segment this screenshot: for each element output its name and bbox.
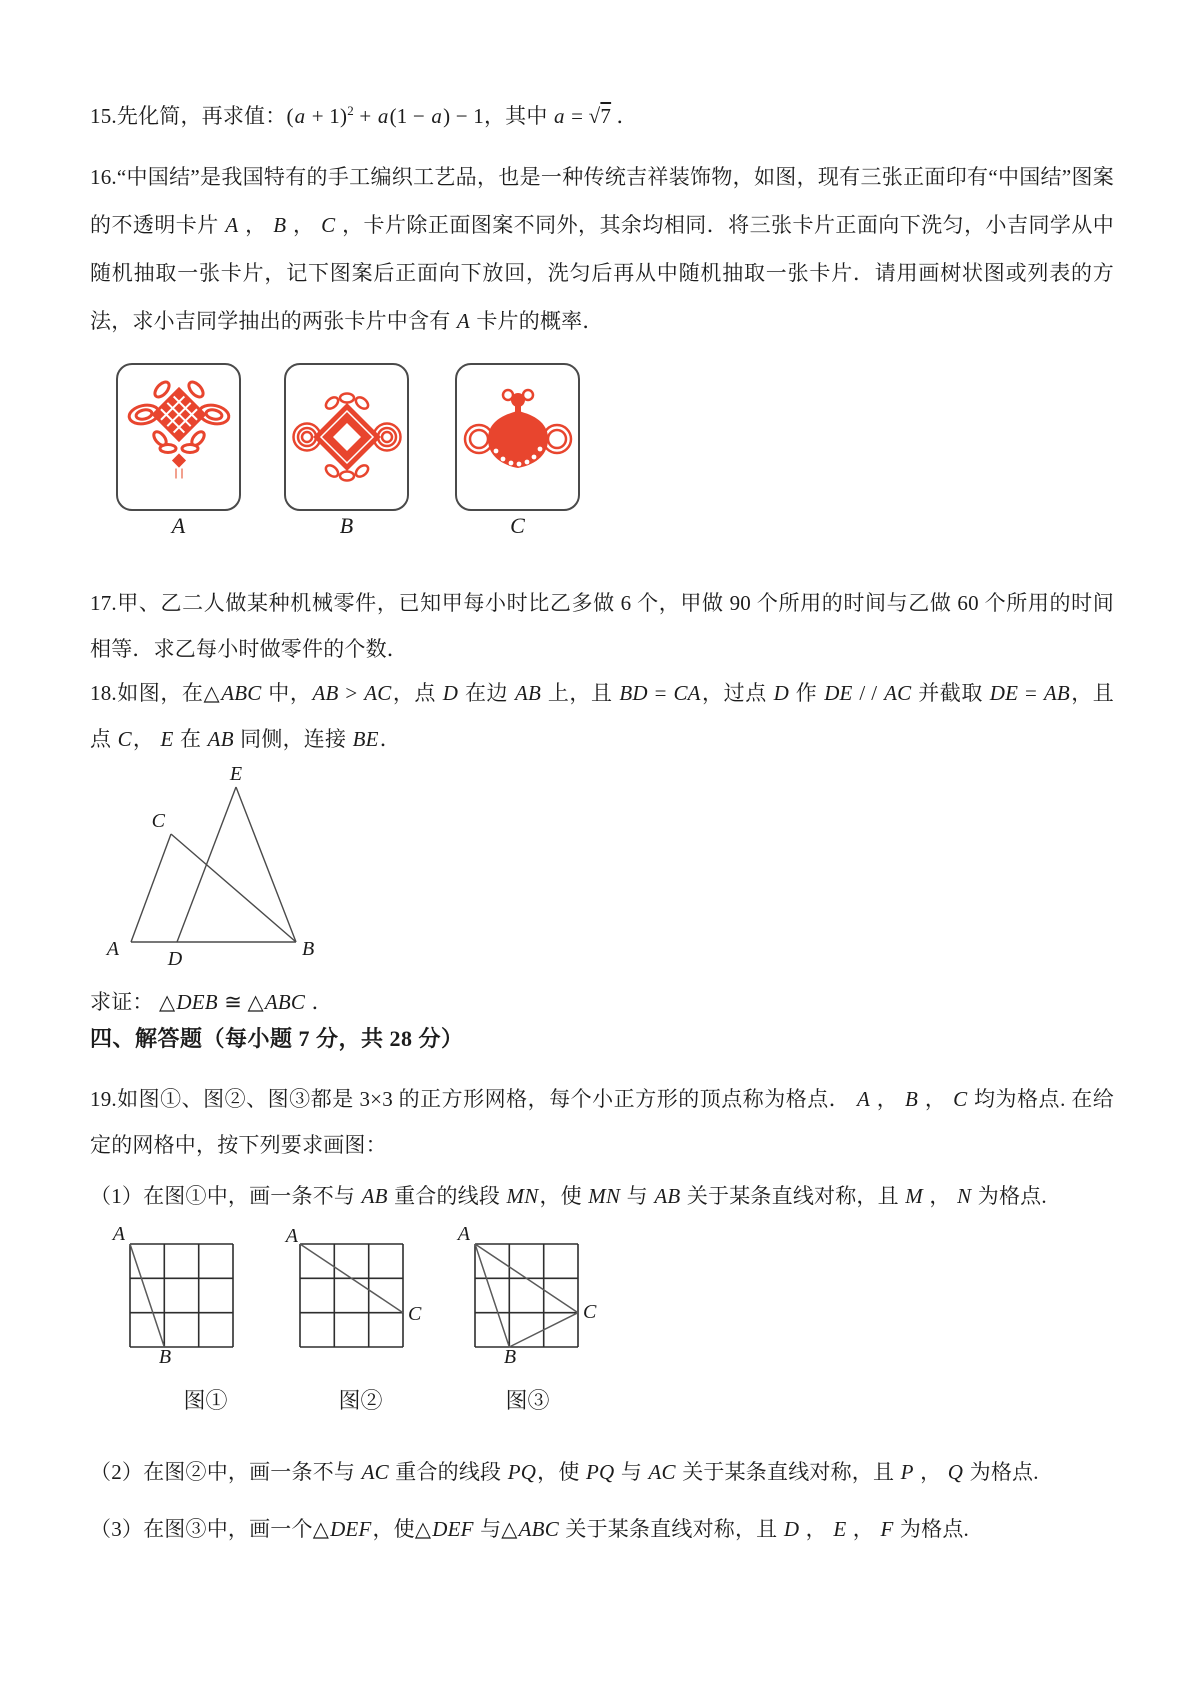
- point-a-label: A: [106, 938, 119, 960]
- grid-figure-2: [265, 1222, 425, 1372]
- section-4-header: 四、解答题（每小题 7 分，共 28 分）: [90, 1026, 464, 1051]
- card-a-label: A: [171, 513, 186, 538]
- chinese-knot-a-icon: [124, 373, 234, 501]
- grid3-point-a-label: A: [457, 1223, 470, 1245]
- point-d-label: D: [167, 948, 183, 967]
- grid3-point-b-label: B: [503, 1346, 517, 1368]
- grid3-caption: 图③: [505, 1388, 550, 1413]
- chinese-knot-c-icon: [463, 385, 573, 490]
- chinese-knot-b-icon: [292, 387, 402, 487]
- problem-18-text: 18.如图，在△ABC 中，AB > AC，点 D 在边 AB 上，且 BD = CA，过点 D 作 DE / / AC 并截取 DE = AB，且点 C， E 在 AB 同侧，连接 BE．: [90, 681, 1115, 751]
- problem-19-q2: （2）在图②中，画一条不与 AC 重合的线段 PQ，使 PQ 与 AC 关于某条直线对称，且 P ， Q 为格点.: [90, 1460, 1039, 1484]
- grid-figure-1: [95, 1222, 255, 1372]
- problem-19-q1: （1）在图①中，画一条不与 AB 重合的线段 MN，使 MN 与 AB 关于某条直线对称，且 M ， N 为格点.: [90, 1184, 1047, 1208]
- card-c-label: C: [510, 513, 525, 538]
- grid1-point-a-label: A: [112, 1223, 125, 1245]
- problem-16-text: 16.“中国结”是我国特有的手工编织工艺品，也是一种传统吉祥装饰物，如图，现有三张正面印有“中国结”图案的不透明卡片 A ， B ， C ，卡片除正面图案不同外，其余均相同．将三张卡片正面向下洗匀，小吉同学从中随机抽取一张卡片，记下图案后正面向下放回，洗匀后再从中随机抽取一张卡片．请用画树状图或列表的方法，求小吉同学抽出的两张卡片中含有 A 卡片的概率．: [90, 165, 1114, 333]
- point-e-label: E: [229, 763, 243, 785]
- problem-17-text: 17.甲、乙二人做某种机械零件，已知甲每小时比乙多做 6 个，甲做 90 个所用的时间与乙做 60 个所用的时间相等．求乙每小时做零件的个数．: [90, 591, 1114, 661]
- point-b-label: B: [302, 938, 315, 960]
- problem-18-proof: 求证： △DEB ≅ △ABC ．: [90, 990, 333, 1014]
- triangle-figure-18: [95, 752, 325, 967]
- card-a: [116, 363, 241, 511]
- grid2-point-a-label: A: [285, 1225, 298, 1247]
- grid1-point-b-label: B: [158, 1346, 172, 1368]
- problem-15-text: 15.先化简，再求值：$(a + 1)^2 + a(1 - a) - 1$，其中 a = √7 ．: [90, 103, 638, 128]
- grid2-point-c-label: C: [408, 1303, 422, 1325]
- grid-figure-3: [440, 1222, 605, 1372]
- problem-19-text: 19.如图①、图②、图③都是 3×3 的正方形网格，每个小正方形的顶点称为格点． A ， B ， C 均为格点. 在给定的网格中，按下列要求画图：: [90, 1087, 1114, 1157]
- card-c: [455, 363, 580, 511]
- problem-19-q3: （3）在图③中，画一个△DEF，使△DEF 与△ABC 关于某条直线对称，且 D ， E ， F 为格点.: [90, 1517, 969, 1541]
- card-b-label: B: [339, 513, 354, 538]
- grid1-caption: 图①: [183, 1388, 228, 1413]
- card-b: [284, 363, 409, 511]
- point-c-label: C: [151, 810, 165, 832]
- grid3-point-c-label: C: [583, 1301, 597, 1323]
- grid2-caption: 图②: [338, 1388, 383, 1413]
